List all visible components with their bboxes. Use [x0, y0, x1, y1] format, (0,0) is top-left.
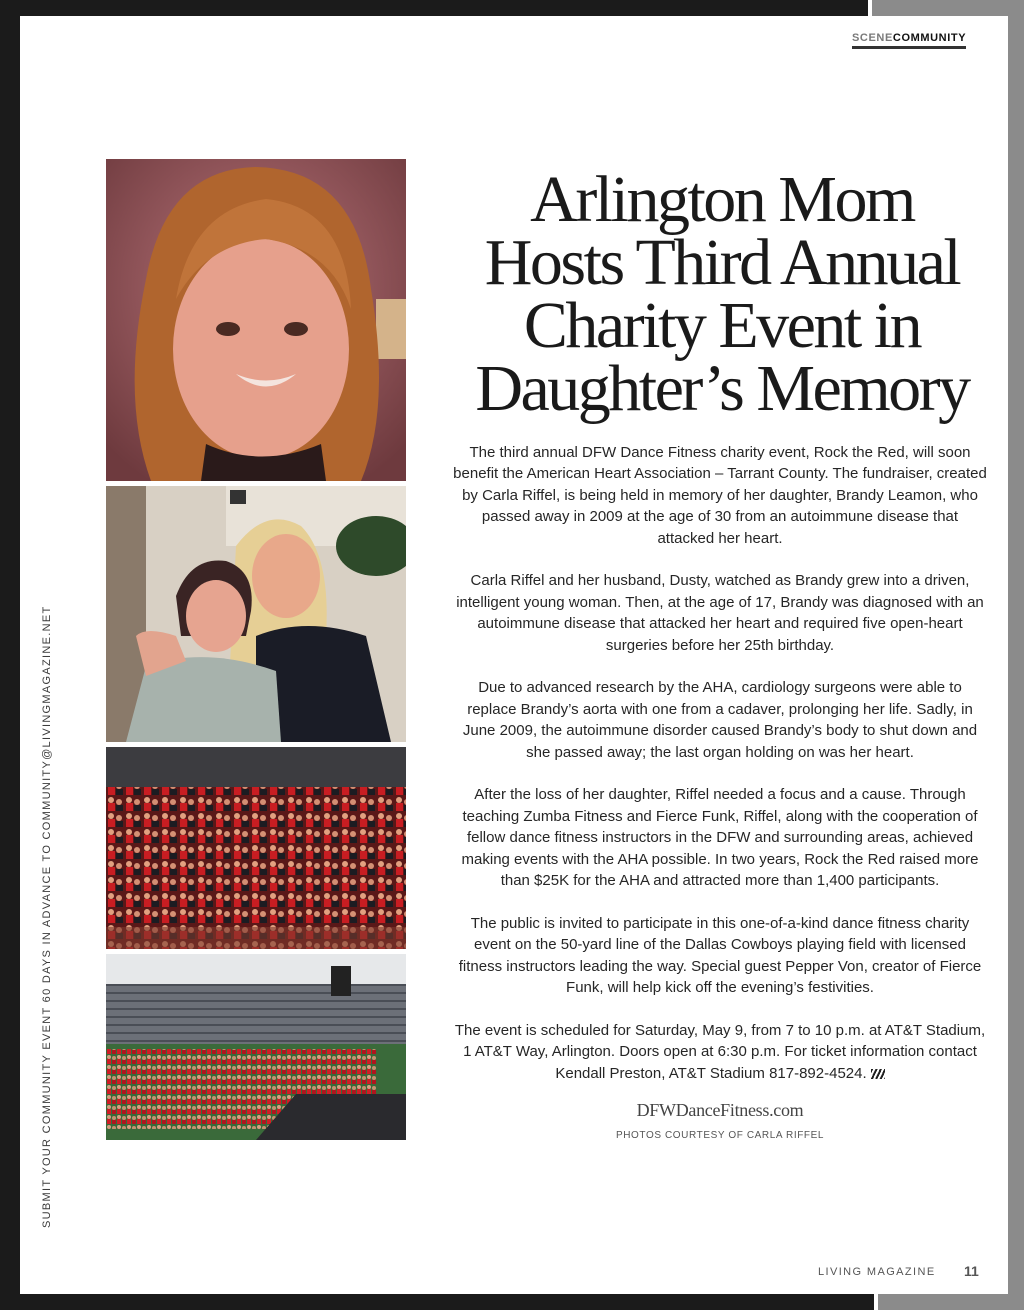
footer-magazine-name: LIVING MAGAZINE: [818, 1266, 936, 1278]
headline-line-4: Daughter’s Memory: [475, 352, 969, 425]
paragraph-6-text: The event is scheduled for Saturday, May 9, from 7 to 10 p.m. at AT&T Stadium, 1 AT&T Way, Arlington. Doors open at 6:30 p.m. For ticket information contact Kendall Preston, AT&T Stadium 817-892-4524.: [454, 1021, 986, 1082]
section-tag-community: COMMUNITY: [892, 32, 967, 44]
website-link[interactable]: DFWDanceFitness.com: [636, 1100, 804, 1120]
page-frame-bottom: [0, 1294, 874, 1310]
paragraph-1: The third annual DFW Dance Fitness charity event, Rock the Red, will soon benefit the American Heart Association – Tarrant County. The fundraiser, created by Carla Riffel, is being held in memory of her daughter, Brandy Leamon, who passed away in 2009 at the age of 30 from an autoimmune disease that attacked her heart.: [453, 444, 987, 547]
article-body: [452, 442, 988, 1106]
headline-line-3: Charity Event in: [523, 289, 921, 362]
section-tag-scene: SCENE: [852, 32, 893, 44]
paragraph-2: Carla Riffel and her husband, Dusty, watched as Brandy grew into a driven, intelligent young woman. Then, at the age of 17, Brandy was diagnosed with an autoimmune disease that attacked her heart and required five open-heart surgeries before her 25th birthday.: [456, 572, 984, 654]
page-frame-top: [0, 0, 868, 16]
photo-stadium-field: [106, 954, 406, 1140]
page-frame-top-accent: [872, 0, 1024, 16]
photo-event-crowd: [106, 747, 406, 949]
photo-carla-and-brandy: [106, 486, 406, 742]
photo-credit: PHOTOS COURTESY OF CARLA RIFFEL: [615, 1130, 825, 1141]
end-of-article-icon: [871, 1069, 885, 1079]
paragraph-4: After the loss of her daughter, Riffel needed a focus and a cause. Through teaching Zumba Fitness and Fierce Funk, Riffel, along with the cooperation of fellow dance fitness instructors in the DFW and surrounding areas, achieved making events with the AHA possible. In two years, Rock the Red raised more than $25K for the AHA and attracted more than 1,400 participants.: [461, 786, 979, 890]
article-headline: [452, 163, 992, 425]
page-frame-right: [1008, 0, 1024, 1310]
page-frame-left: [0, 0, 20, 1310]
paragraph-3: Due to advanced research by the AHA, cardiology surgeons were able to replace Brandy’s aorta with one from a cadaver, prolonging her life. Sadly, in June 2009, the autoimmune disorder caused Brandy’s body to shut down and she passed away; the last organ holding on was her heart.: [462, 679, 978, 761]
headline-line-2: Hosts Third Annual: [484, 226, 960, 299]
paragraph-6: [452, 1020, 988, 1084]
page-frame-bottom-accent: [878, 1294, 1024, 1310]
paragraph-5: The public is invited to participate in this one-of-a-kind dance fitness charity event on the 50-yard line of the Dallas Cowboys playing field with licensed fitness instructors leading the way. Special guest Pepper Von, creator of Fierce Funk, will help kick off the evening’s festivities.: [458, 914, 982, 997]
page-number: 11: [964, 1263, 979, 1279]
section-tag: [852, 32, 966, 49]
photo-brandy-portrait: [106, 159, 406, 481]
sidebar-submission-note: SUBMIT YOUR COMMUNITY EVENT 60 DAYS IN ADVANCE TO COMMUNITY@LIVINGMAGAZINE.NET: [41, 605, 53, 1228]
headline-line-1: Arlington Mom: [530, 163, 914, 236]
